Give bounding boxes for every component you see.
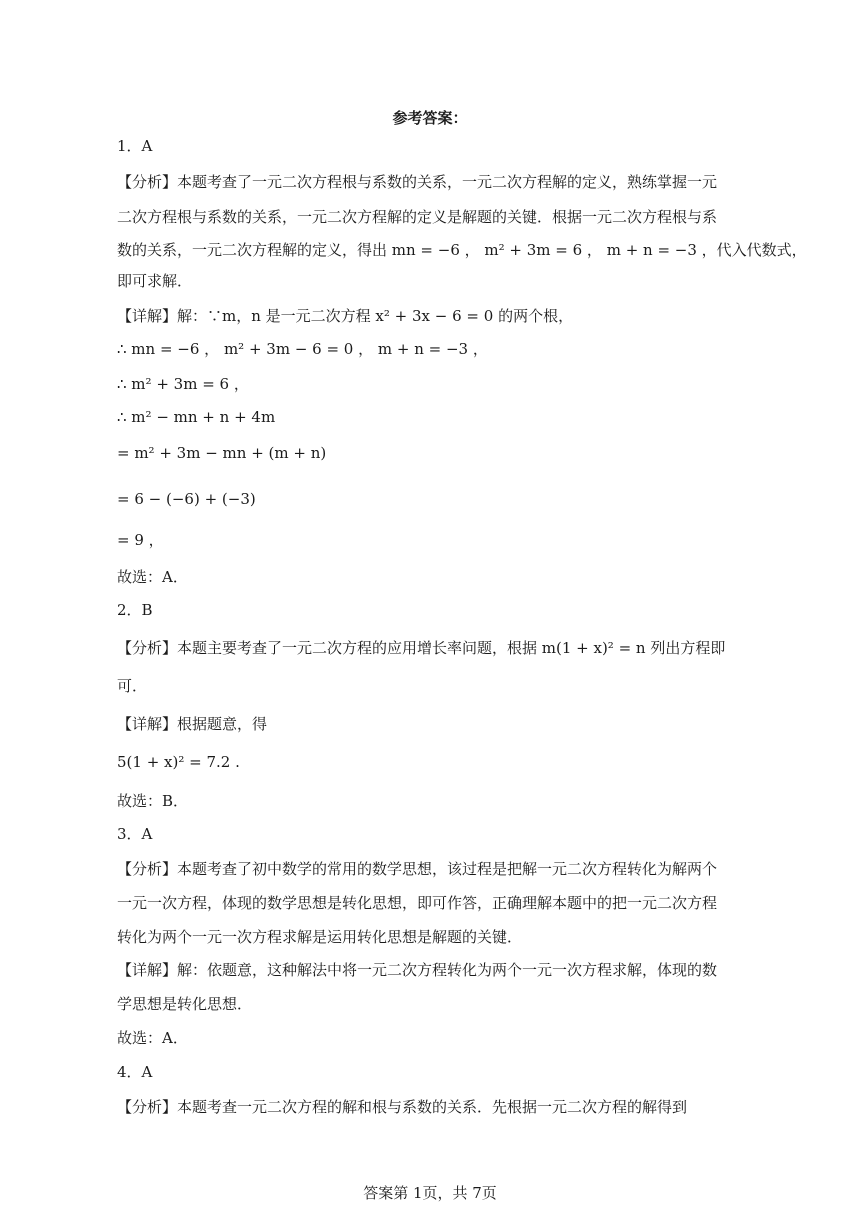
answer-line: ∴ m² + 3m = 6 ， [117, 375, 249, 393]
answer-line: 数的关系，一元二次方程解的定义，得出 mn = −6 ， m² + 3m = 6 ， m + n = −3 ，代入代数式， [117, 241, 807, 259]
answer-line: 【详解】解：依题意，这种解法中将一元二次方程转化为两个一元一次方程求解，体现的数 [117, 961, 718, 979]
answer-line: 【分析】本题考查了初中数学的常用的数学思想，该过程是把解一元二次方程转化为解两个 [117, 860, 718, 878]
answer-line: 可． [117, 677, 148, 695]
answer-line: ∴ m² − mn + n + 4m [117, 408, 276, 426]
page-title: 参考答案： [392, 109, 468, 127]
answer-line: 故选：B． [117, 792, 189, 810]
answer-line: 1．A [117, 137, 153, 155]
answer-line: 转化为两个一元一次方程求解是运用转化思想是解题的关键． [117, 928, 523, 946]
answer-line: 即可求解． [117, 272, 193, 290]
answer-line: 3．A [117, 825, 153, 843]
answer-line: 4．A [117, 1063, 153, 1081]
answer-line: = 6 − (−6) + (−3) [117, 490, 256, 508]
answer-line: = m² + 3m − mn + (m + n) [117, 444, 327, 462]
answer-line: 一元一次方程，体现的数学思想是转化思想，即可作答，正确理解本题中的把一元二次方程 [117, 894, 718, 912]
answer-line: 二次方程根与系数的关系，一元二次方程解的定义是解题的关键．根据一元二次方程根与系 [117, 208, 718, 226]
answer-line: = 9 ， [117, 531, 164, 549]
answer-line: 2．B [117, 601, 153, 619]
answer-line: 【分析】本题考查一元二次方程的解和根与系数的关系．先根据一元二次方程的解得到 [117, 1098, 688, 1116]
page-footer: 答案第 1页，共 7页 [363, 1184, 497, 1202]
answer-line: 5(1 + x)² = 7.2 . [117, 753, 240, 771]
answer-line: 【详解】根据题意，得 [117, 715, 268, 733]
answer-line: 【分析】本题考查了一元二次方程根与系数的关系，一元二次方程解的定义，熟练掌握一元 [117, 173, 718, 191]
answer-line: ∴ mn = −6 ， m² + 3m − 6 = 0 ， m + n = −3 ， [117, 340, 488, 358]
answer-line: 学思想是转化思想． [117, 995, 253, 1013]
answer-line: 故选：A． [117, 568, 188, 586]
answer-line: 故选：A． [117, 1029, 188, 1047]
answer-line: 【分析】本题主要考查了一元二次方程的应用增长率问题，根据 m(1 + x)² = n 列出方程即 [117, 639, 726, 657]
answer-line: 【详解】解：∵m，n 是一元二次方程 x² + 3x − 6 = 0 的两个根， [117, 307, 574, 325]
